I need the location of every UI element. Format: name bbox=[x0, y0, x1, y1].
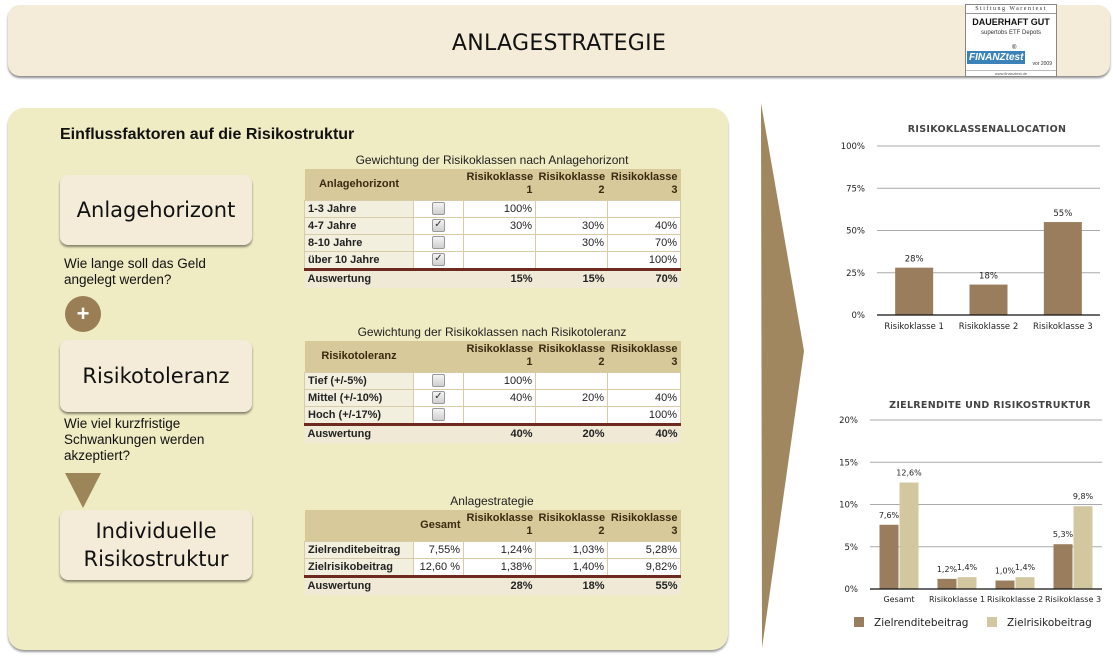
table-caption: Anlagestrategie bbox=[450, 494, 534, 508]
finanztest-logo: FINANZtest bbox=[969, 52, 1024, 63]
legend-label: Zielrenditebeitrag bbox=[874, 617, 969, 629]
bar bbox=[900, 483, 919, 589]
table-row bbox=[305, 389, 681, 406]
value-cell: 100% bbox=[608, 251, 681, 269]
value-cell bbox=[536, 251, 608, 269]
summary-value: 15% bbox=[464, 269, 536, 288]
value-cell: 40% bbox=[608, 217, 681, 234]
value-cell: 1,38% bbox=[464, 558, 536, 576]
y-tick-label: 50% bbox=[846, 226, 865, 237]
allocation-chart bbox=[830, 115, 1113, 340]
factor-anlagehorizont bbox=[60, 175, 252, 245]
strategy-table bbox=[304, 510, 681, 595]
registered-mark: ® bbox=[1012, 45, 1017, 51]
legend-swatch bbox=[854, 617, 864, 627]
checkbox-checked[interactable]: ✓ bbox=[432, 219, 445, 232]
summary-row bbox=[305, 269, 681, 288]
value-cell: 30% bbox=[464, 217, 536, 234]
page-title: ANLAGESTRATEGIE bbox=[451, 31, 667, 56]
summary-value bbox=[414, 576, 464, 595]
summary-value: 15% bbox=[536, 269, 608, 288]
bar bbox=[1054, 544, 1073, 589]
value-cell: 100% bbox=[464, 200, 536, 217]
value-cell: 7,55% bbox=[414, 541, 464, 558]
x-tick-label: Risikoklasse 2 bbox=[986, 595, 1044, 604]
checkbox-unchecked[interactable] bbox=[432, 202, 445, 215]
value-cell bbox=[464, 251, 536, 269]
value-cell: 9,82% bbox=[608, 558, 681, 576]
checkbox-cell bbox=[414, 372, 464, 389]
factor-individuelle-risikostruktur bbox=[60, 510, 252, 580]
data-label: 5,3% bbox=[1052, 530, 1074, 540]
finanztest-badge bbox=[965, 4, 1057, 77]
row-label: 8-10 Jahre bbox=[305, 234, 414, 251]
y-tick-label: 100% bbox=[840, 142, 865, 152]
summary-label: Auswertung bbox=[305, 269, 414, 288]
column-header: Risikoklasse 1 bbox=[464, 510, 536, 541]
checkbox-cell bbox=[414, 389, 464, 406]
table-row bbox=[305, 217, 681, 234]
empty-cell bbox=[414, 424, 464, 443]
value-cell: 1,40% bbox=[536, 558, 608, 576]
value-cell: 40% bbox=[608, 389, 681, 406]
value-cell: 1,03% bbox=[536, 541, 608, 558]
column-header: Risikoklasse 3 bbox=[608, 341, 681, 372]
summary-value: 18% bbox=[536, 576, 608, 595]
value-cell: 12,60 % bbox=[414, 558, 464, 576]
row-label: 4-7 Jahre bbox=[305, 217, 414, 234]
data-label: 18% bbox=[979, 271, 998, 282]
x-tick-label: Gesamt bbox=[883, 595, 915, 604]
summary-value: 20% bbox=[536, 424, 608, 443]
y-tick-label: 25% bbox=[846, 268, 865, 279]
column-header: Gesamt bbox=[414, 510, 464, 541]
value-cell: 100% bbox=[464, 372, 536, 389]
checkbox-cell bbox=[414, 234, 464, 251]
y-tick-label: 10% bbox=[839, 500, 858, 511]
y-tick-label: 5% bbox=[844, 542, 858, 553]
column-header bbox=[414, 341, 464, 372]
checkbox-cell bbox=[414, 406, 464, 424]
row-label: über 10 Jahre bbox=[305, 251, 414, 269]
bar bbox=[1044, 222, 1082, 315]
data-label: 1,0% bbox=[994, 566, 1016, 576]
y-tick-label: 20% bbox=[839, 416, 858, 426]
chart-title: RISIKOKLASSENALLOCATION bbox=[907, 124, 1067, 135]
checkbox-checked[interactable]: ✓ bbox=[432, 391, 445, 404]
bar bbox=[880, 525, 899, 589]
x-tick-label: Risikoklasse 1 bbox=[884, 322, 944, 332]
factor-question: Wie lange soll das Geld angelegt werden? bbox=[64, 256, 206, 287]
value-cell bbox=[464, 234, 536, 251]
panel-title: Einflussfaktoren auf die Risikostruktur bbox=[60, 126, 355, 143]
table-row bbox=[305, 541, 681, 558]
factor-label: Individuelle Risikostruktur bbox=[83, 519, 229, 571]
value-cell bbox=[536, 372, 608, 389]
summary-label: Auswertung bbox=[305, 424, 414, 443]
legend-label: Zielrisikobeitrag bbox=[1007, 617, 1092, 629]
value-cell bbox=[608, 372, 681, 389]
summary-value: 70% bbox=[608, 269, 681, 288]
column-header: Risikoklasse 3 bbox=[608, 169, 681, 200]
empty-cell bbox=[414, 269, 464, 288]
data-label: 12,6% bbox=[896, 468, 922, 478]
factor-risikotoleranz bbox=[60, 340, 252, 412]
column-header: Risikotoleranz bbox=[305, 341, 414, 372]
column-header: Risikoklasse 2 bbox=[536, 169, 608, 200]
value-cell: 30% bbox=[536, 234, 608, 251]
plus-icon: + bbox=[65, 296, 101, 332]
column-header bbox=[305, 510, 414, 541]
data-label: 7,6% bbox=[878, 510, 900, 520]
row-label: Hoch (+/-17%) bbox=[305, 406, 414, 424]
y-tick-label: 0% bbox=[851, 311, 865, 321]
x-tick-label: Risikoklasse 2 bbox=[958, 322, 1019, 332]
table-row bbox=[305, 372, 681, 389]
badge-top-text: Stiftung Warentest bbox=[966, 5, 1056, 14]
data-label: 1,2% bbox=[936, 564, 958, 574]
checkbox-cell bbox=[414, 217, 464, 234]
table-row bbox=[305, 251, 681, 269]
checkbox-unchecked[interactable] bbox=[432, 374, 445, 387]
y-tick-label: 0% bbox=[844, 585, 858, 595]
data-label: 28% bbox=[904, 254, 924, 265]
summary-label: Auswertung bbox=[305, 576, 414, 595]
value-cell bbox=[464, 406, 536, 424]
x-tick-label: Risikoklasse 1 bbox=[928, 595, 986, 604]
data-label: 55% bbox=[1053, 209, 1073, 220]
factor-question: Wie viel kurzfristige Schwankungen werden akzeptiert? bbox=[64, 416, 205, 463]
right-arrow-icon bbox=[761, 103, 807, 651]
checkbox-unchecked[interactable] bbox=[432, 408, 445, 421]
summary-row bbox=[305, 576, 681, 595]
summary-row bbox=[305, 424, 681, 443]
summary-value: 40% bbox=[608, 424, 681, 443]
checkbox-cell bbox=[414, 251, 464, 269]
x-tick-label: Risikoklasse 3 bbox=[1033, 322, 1093, 332]
bar bbox=[1016, 577, 1035, 589]
badge-main-text: DAUERHAFT GUT bbox=[972, 17, 1050, 27]
data-label: 1,4% bbox=[956, 563, 978, 573]
header-bar bbox=[8, 5, 1110, 76]
value-cell: 30% bbox=[536, 217, 608, 234]
checkbox-unchecked[interactable] bbox=[432, 236, 445, 249]
badge-url: www.finanztest.de bbox=[966, 70, 1056, 76]
table-caption: Gewichtung der Risikoklassen nach Anlagehorizont bbox=[355, 153, 629, 167]
table-row bbox=[305, 200, 681, 217]
x-tick-label: Risikoklasse 3 bbox=[1044, 595, 1102, 604]
checkbox-checked[interactable]: ✓ bbox=[432, 253, 445, 266]
bar bbox=[1074, 506, 1093, 589]
column-header: Risikoklasse 2 bbox=[536, 510, 608, 541]
table-row bbox=[305, 406, 681, 424]
value-cell bbox=[608, 200, 681, 217]
factor-label: Risikotoleranz bbox=[82, 364, 230, 388]
summary-value: 28% bbox=[464, 576, 536, 595]
table-caption: Gewichtung der Risikoklassen nach Risikotoleranz bbox=[357, 325, 627, 339]
data-label: 9,8% bbox=[1072, 492, 1094, 502]
badge-sub-text: supertobs ETF Depots bbox=[980, 30, 1042, 36]
summary-value: 40% bbox=[464, 424, 536, 443]
y-tick-label: 15% bbox=[839, 458, 858, 469]
value-cell: 1,24% bbox=[464, 541, 536, 558]
row-label: Zielrisikobeitrag bbox=[305, 558, 414, 576]
value-cell: 100% bbox=[608, 406, 681, 424]
value-cell bbox=[536, 200, 608, 217]
bar bbox=[970, 285, 1008, 315]
badge-year: vor 2009 bbox=[1032, 61, 1052, 67]
column-header: Risikoklasse 2 bbox=[536, 341, 608, 372]
chart-title: ZIELRENDITE UND RISIKOSTRUKTUR bbox=[889, 400, 1091, 411]
value-cell bbox=[536, 406, 608, 424]
column-header: Risikoklasse 1 bbox=[464, 169, 536, 200]
row-label: 1-3 Jahre bbox=[305, 200, 414, 217]
factor-label: Anlagehorizont bbox=[76, 198, 236, 222]
value-cell: 70% bbox=[608, 234, 681, 251]
down-arrow-icon bbox=[65, 473, 101, 508]
column-header: Risikoklasse 1 bbox=[464, 341, 536, 372]
bar bbox=[938, 579, 957, 589]
column-header: Anlagehorizont bbox=[305, 169, 414, 200]
bar bbox=[958, 577, 977, 589]
bar bbox=[996, 581, 1015, 589]
y-tick-label: 75% bbox=[846, 184, 865, 195]
table-row bbox=[305, 558, 681, 576]
column-header bbox=[414, 169, 464, 200]
value-cell: 5,28% bbox=[608, 541, 681, 558]
legend-swatch bbox=[987, 617, 997, 627]
data-label: 1,4% bbox=[1014, 563, 1036, 573]
row-label: Tief (+/-5%) bbox=[305, 372, 414, 389]
bar bbox=[895, 268, 933, 315]
table-row bbox=[305, 234, 681, 251]
column-header: Risikoklasse 3 bbox=[608, 510, 681, 541]
row-label: Zielrenditebeitrag bbox=[305, 541, 414, 558]
value-cell: 20% bbox=[536, 389, 608, 406]
checkbox-cell bbox=[414, 200, 464, 217]
return-risk-chart bbox=[830, 392, 1113, 642]
summary-value: 55% bbox=[608, 576, 681, 595]
tolerance-table bbox=[304, 341, 681, 443]
horizon-table bbox=[304, 169, 681, 288]
row-label: Mittel (+/-10%) bbox=[305, 389, 414, 406]
value-cell: 40% bbox=[464, 389, 536, 406]
